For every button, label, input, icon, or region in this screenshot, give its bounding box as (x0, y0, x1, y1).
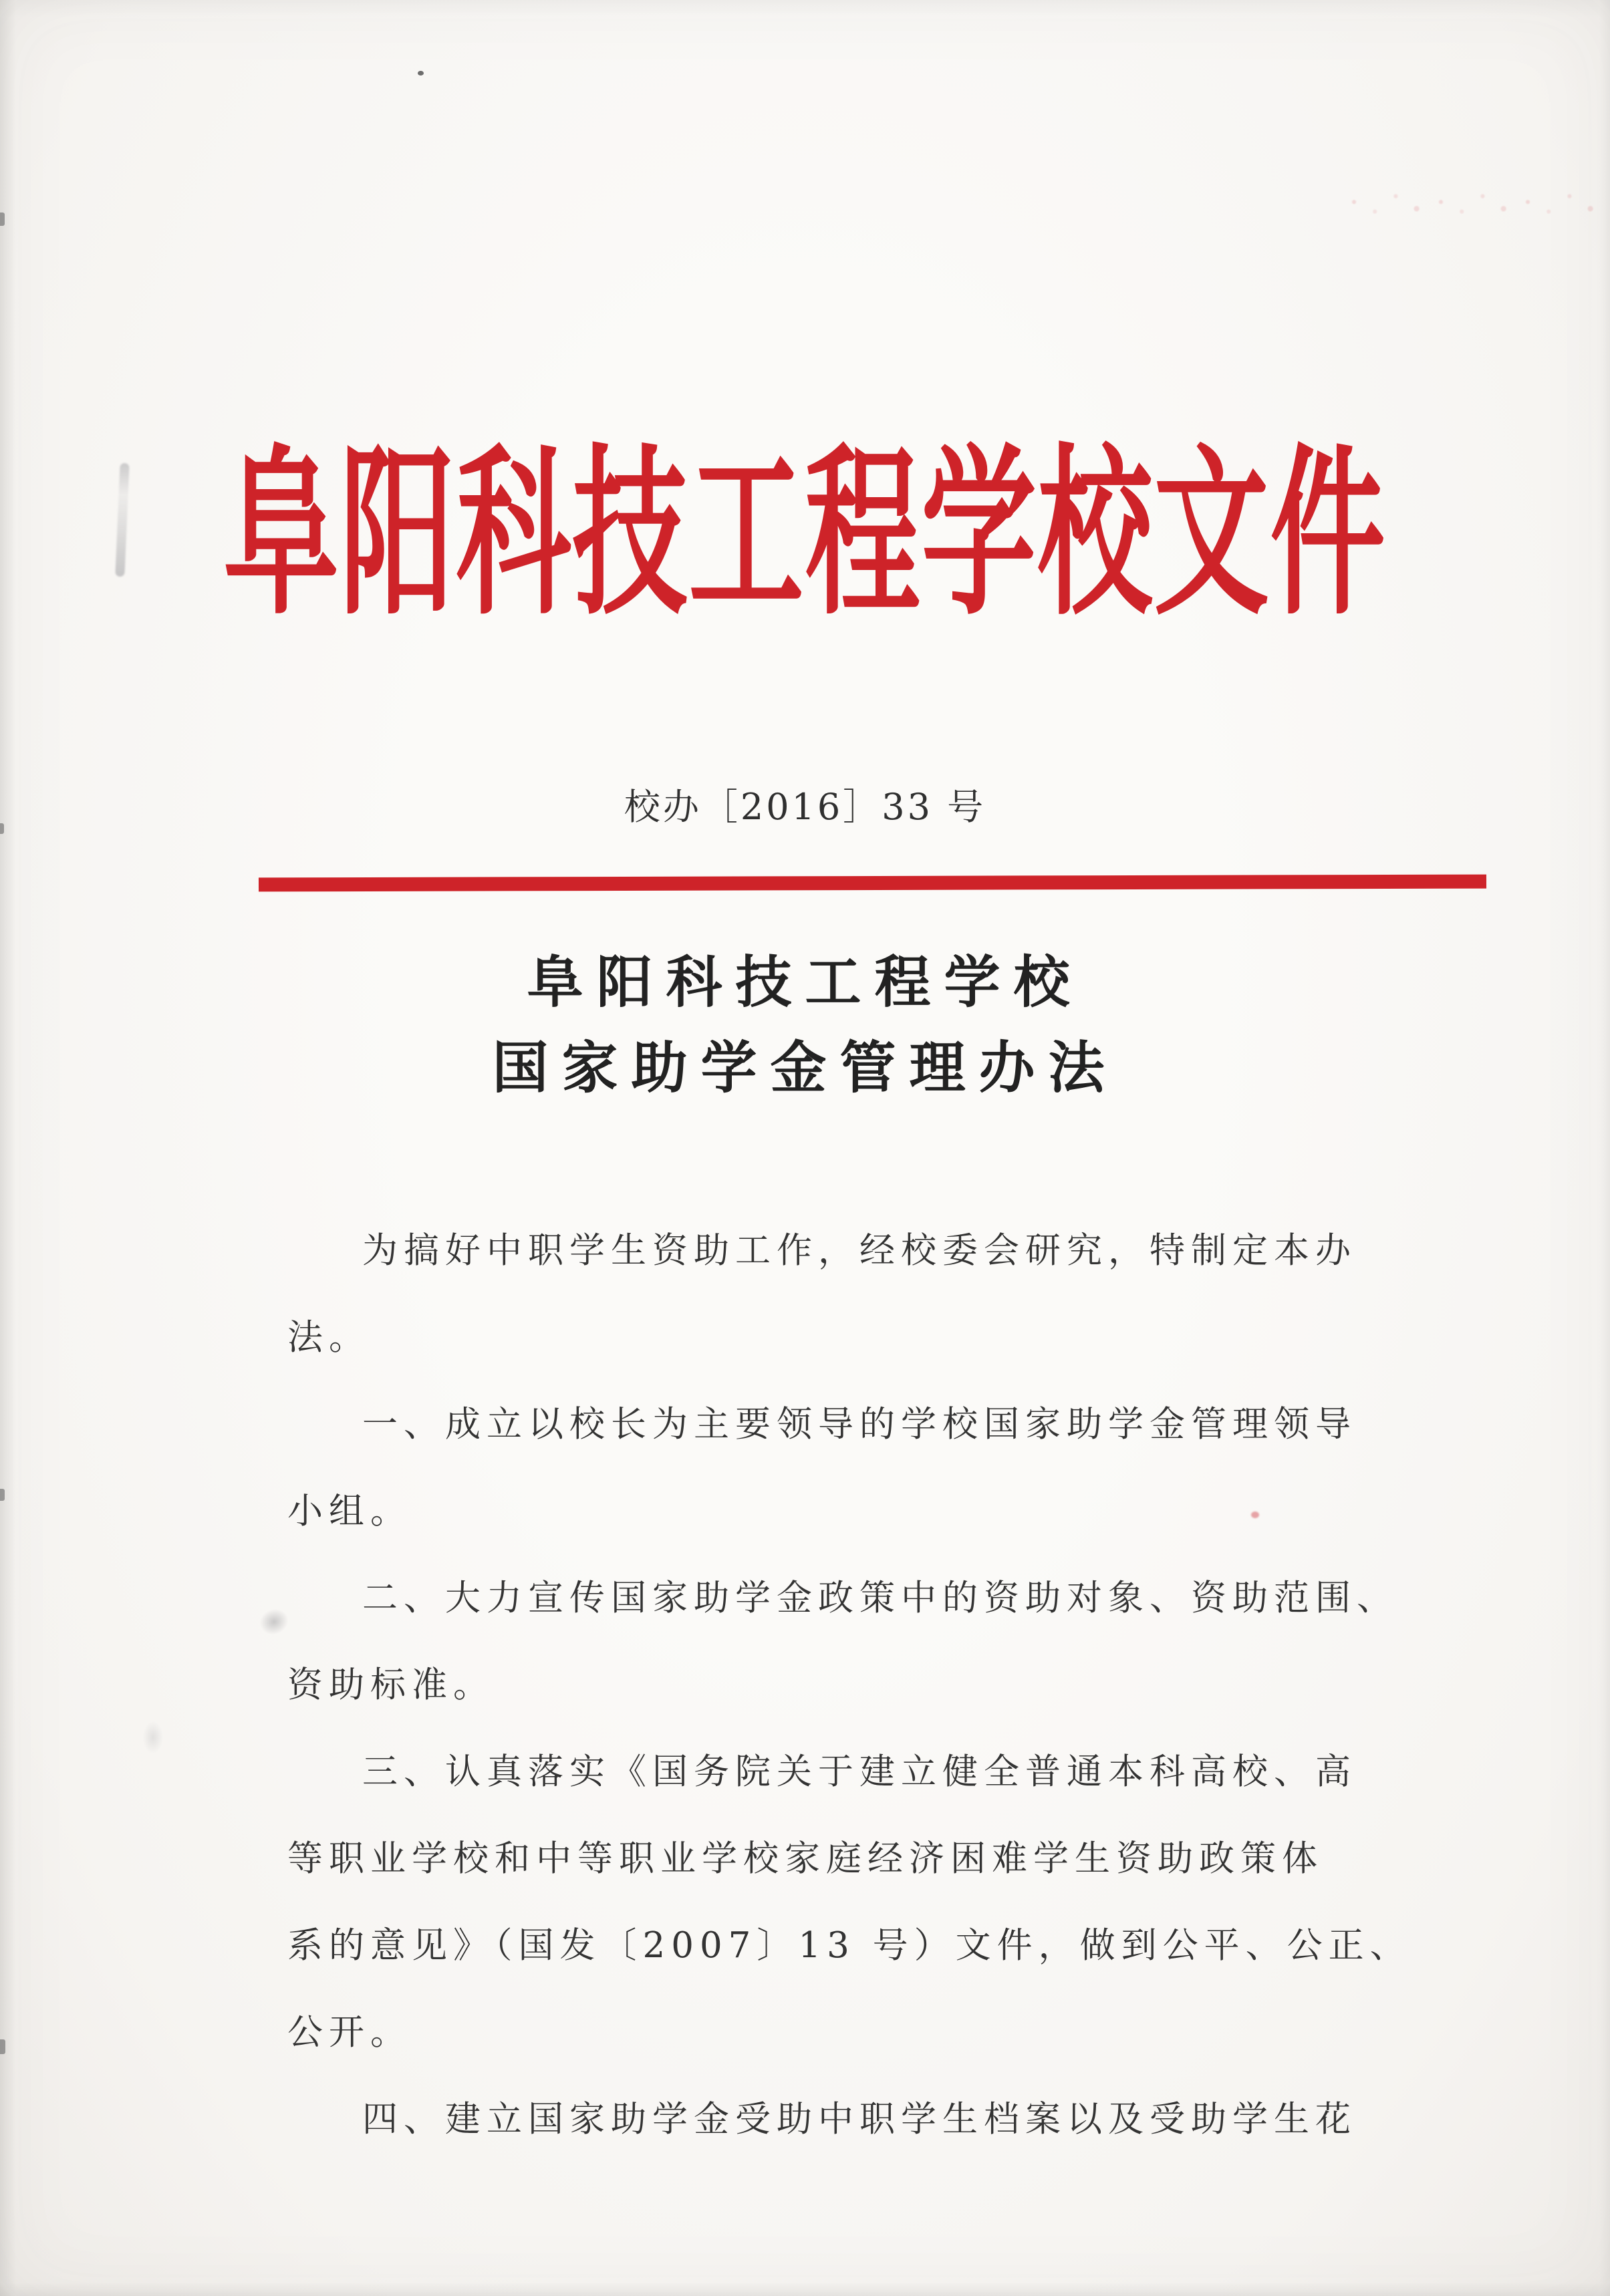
document-title-line1: 阜阳科技工程学校 (527, 949, 1083, 1015)
document-number: 校办［2016］33 号 (624, 786, 986, 828)
body-line: 为搞好中职学生资助工作，经校委会研究，特制定本办 (362, 1230, 1357, 1271)
body-line: 三、认真落实《国务院关于建立健全普通本科高校、高 (362, 1751, 1357, 1792)
body-line: 公开。 (287, 2012, 412, 2053)
body-line: 等职业学校和中等职业学校家庭经济困难学生资助政策体 (287, 1838, 1323, 1879)
body-line: 小组。 (287, 1491, 412, 1532)
body-line: 资助标准。 (287, 1665, 495, 1705)
body-text (287, 1207, 1412, 2163)
document-title-line2: 国家助学金管理办法 (492, 1034, 1118, 1101)
page-edge-mark (0, 1489, 5, 1501)
body-line: 系的意见》（国发〔2007〕13 号）文件，做到公平、公正、 (287, 1925, 1412, 1966)
red-divider-line (259, 875, 1486, 892)
body-line: 二、大力宣传国家助学金政策中的资助对象、资助范围、 (362, 1578, 1398, 1618)
red-letterhead-title: 阜阳科技工程学校文件 (223, 425, 1387, 640)
body-line: 四、建立国家助学金受助中职学生档案以及受助学生花 (362, 2099, 1357, 2140)
body-line: 一、成立以校长为主要领导的学校国家助学金管理领导 (362, 1404, 1357, 1445)
scan-smudge (143, 1721, 163, 1753)
ink-speck-artifact (418, 71, 424, 76)
page-edge-mark (0, 212, 5, 226)
red-speckle-artifact (1345, 182, 1610, 230)
page-edge-mark (0, 2039, 5, 2054)
body-line: 法。 (287, 1317, 370, 1358)
